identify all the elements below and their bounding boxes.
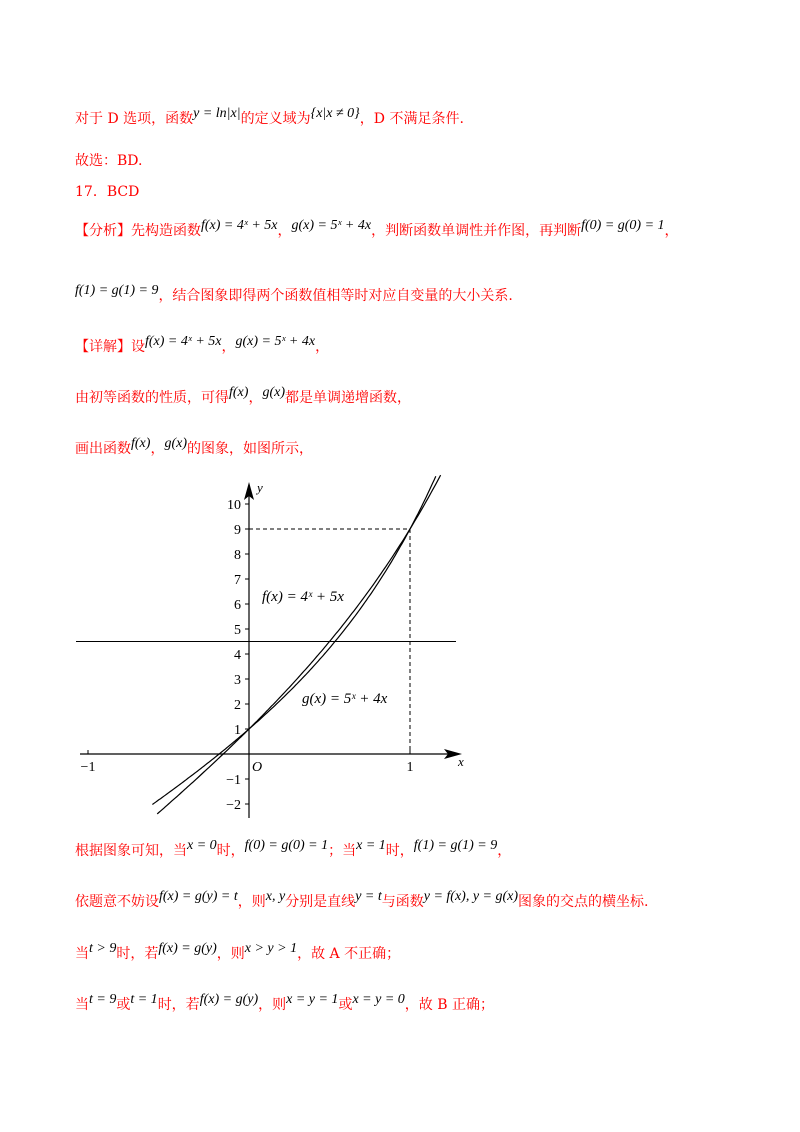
y-tick-label: −1 (226, 773, 241, 788)
text: ，则 (258, 997, 287, 1013)
line-conclusion: 故选：BD. (75, 153, 143, 169)
math-xy: x, y (265, 889, 286, 904)
y-tick-label: 2 (234, 698, 241, 713)
math-g: g(x) = 5ˣ + 4x (291, 218, 372, 233)
y-tick-label: 3 (234, 673, 241, 688)
text: ，则 (216, 946, 245, 962)
text: 根据图象可知，当 (75, 843, 187, 859)
line-case-b (75, 994, 494, 1014)
text: 的图象，如图所示， (186, 441, 313, 457)
line-property (75, 387, 411, 407)
line-analysis-2 (75, 285, 513, 305)
math-f1: f(1) = g(1) = 9 (75, 283, 159, 298)
text: ， (221, 339, 236, 355)
math-fxgy: f(x) = g(y) (199, 992, 259, 1007)
y-tick-label: 10 (227, 498, 241, 513)
text: 由初等函数的性质，可得 (75, 390, 229, 406)
text: 或 (116, 997, 131, 1013)
y-tick-label: 7 (234, 573, 241, 588)
math-g: g(x) (262, 385, 285, 400)
math-g: g(x) (164, 436, 187, 451)
curve-label-g: g(x) = 5ˣ + 4x (302, 691, 388, 707)
text: ，结合图象即得两个函数值相等时对应自变量的大小关系. (158, 288, 513, 304)
curve-f (157, 475, 440, 814)
x-axis-label: x (458, 754, 464, 769)
function-graph (70, 470, 470, 820)
math-f: f(x) = 4ˣ + 5x (201, 218, 278, 233)
math-f0: f(0) = g(0) = 1 (581, 218, 665, 233)
text: ， (248, 390, 263, 406)
y-tick-label: 1 (234, 723, 241, 738)
math-g: g(x) = 5ˣ + 4x (235, 334, 316, 349)
math-f1: f(1) = g(1) = 9 (413, 838, 498, 853)
tag-analysis: 【分析】 (75, 223, 131, 239)
x-tick-label: 1 (406, 760, 414, 775)
text: ，故 B 正确； (404, 997, 494, 1013)
line-q17: 17．BCD (75, 184, 140, 200)
text: 或 (338, 997, 353, 1013)
text: ， (497, 843, 512, 859)
y-axis-label: y (257, 480, 263, 495)
text: 当 (75, 946, 89, 962)
math-xgy: x > y > 1 (244, 941, 298, 956)
y-tick-label: 9 (234, 523, 241, 538)
text: 时，若 (116, 946, 159, 962)
math-f: f(x) = 4ˣ + 5x (145, 334, 222, 349)
math-yt: y = t (355, 889, 382, 904)
labels (81, 480, 464, 813)
curve-label-f: f(x) = 4ˣ + 5x (262, 589, 344, 605)
line-case-a (75, 943, 400, 963)
text: 依题意不妨设 (75, 894, 159, 910)
text: 分别是直线 (285, 894, 356, 910)
y-tick-label: −2 (226, 798, 241, 813)
text: 时，若 (157, 997, 200, 1013)
y-tick-label: 4 (234, 648, 241, 663)
line-detail (75, 336, 329, 356)
text: 先构造函数 (131, 223, 201, 239)
axes (76, 482, 462, 818)
curves (152, 475, 440, 814)
math-t9: t = 9 (89, 992, 117, 1007)
math-t1: t = 1 (130, 992, 158, 1007)
math-x0: x = 0 (187, 838, 217, 853)
math-f0: f(0) = g(0) = 1 (244, 838, 329, 853)
math-t9: t > 9 (89, 941, 117, 956)
y-tick-label: 8 (234, 548, 241, 563)
text: 都是单调递增函数， (284, 390, 411, 406)
text: 对于 D 选项，函数 (75, 111, 194, 127)
text: 图象的交点的横坐标. (518, 894, 649, 910)
y-tick-label: 6 (234, 598, 241, 613)
text: ；当 (328, 843, 357, 859)
math-fxgy: f(x) = g(y) (158, 941, 217, 956)
text: ，故 A 不正确； (297, 946, 401, 962)
math-fxgy: f(x) = g(y) = t (159, 889, 238, 904)
line-assume (75, 891, 649, 911)
math-f: f(x) (131, 436, 151, 451)
text: 与函数 (381, 894, 424, 910)
x-tick-label: −1 (80, 760, 96, 775)
text: ，D 不满足条件. (359, 111, 464, 127)
text: 画出函数 (75, 441, 131, 457)
text: ， (315, 339, 330, 355)
text: 设 (131, 339, 145, 355)
math-xy1: x = y = 1 (286, 992, 339, 1007)
text: 的定义域为 (240, 111, 311, 127)
line-analysis (75, 220, 679, 240)
text: ， (664, 223, 679, 239)
text: ， (150, 441, 165, 457)
x-tick-label: O (251, 760, 263, 775)
text: ， (277, 223, 292, 239)
line-from-graph (75, 840, 511, 860)
math-yf: y = f(x), y = g(x) (423, 889, 519, 904)
text: 当 (75, 997, 89, 1013)
math-f: f(x) (229, 385, 249, 400)
math-lnx: y = ln|x| (193, 106, 241, 121)
math-xy0: x = y = 0 (352, 992, 405, 1007)
text: ，则 (237, 894, 266, 910)
math-domain: {x|x ≠ 0} (310, 106, 360, 121)
tag-detail: 【详解】 (75, 339, 131, 355)
text: 时， (385, 843, 414, 859)
text: 时， (216, 843, 245, 859)
line-d-option (75, 108, 464, 128)
text: ，判断函数单调性并作图，再判断 (371, 223, 582, 239)
math-x1: x = 1 (356, 838, 386, 853)
line-draw (75, 438, 313, 458)
curve-g (152, 476, 435, 804)
y-tick-label: 5 (234, 623, 241, 638)
